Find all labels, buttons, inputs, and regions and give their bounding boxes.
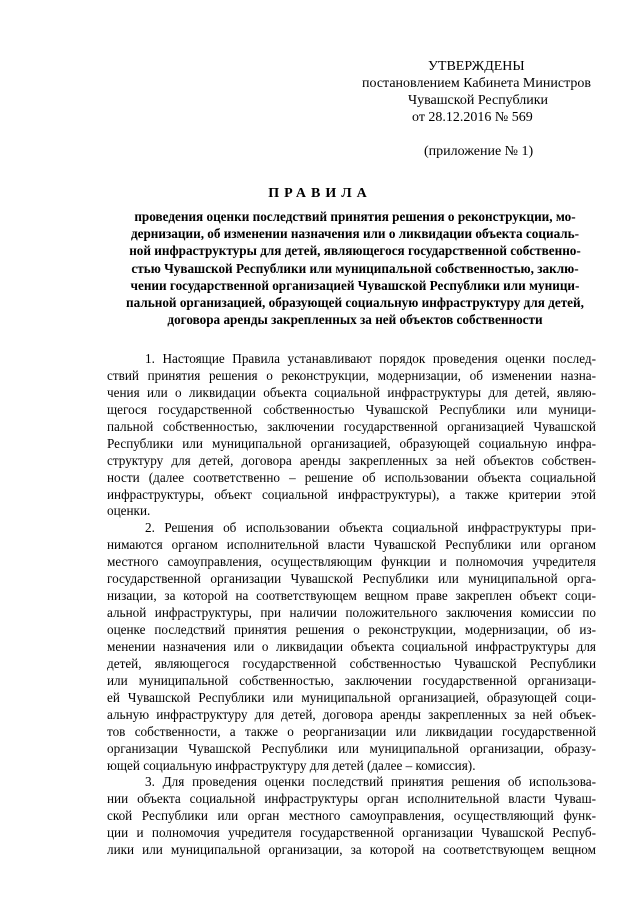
body-line: тов собственности, а также о реорганизации или ликвидации государственной [107, 723, 596, 739]
body-line: ющей социальную инфраструктуру для детей (далее – комиссия). [107, 757, 476, 773]
subtitle-line: ной инфраструктуры для детей, являющегося государственной собственно- [129, 243, 581, 259]
body-line: альной инфраструктуры, при наличии положительного заключения комиссии по [107, 605, 596, 621]
body-line: 1. Настоящие Правила устанавливают порядок проведения оценки послед- [145, 351, 596, 366]
subtitle-line: стью Чувашской Республики или муниципальной собственностью, заклю- [131, 260, 579, 276]
body-line: менении назначения или о ликвидации объекта социальной инфраструктуры для [107, 638, 596, 654]
body-line: нимаются органом исполнительной власти Чувашской Республики или органом [107, 537, 596, 553]
document-body [107, 351, 596, 859]
body-line: чения или о ликвидации объекта социальной инфраструктуры для детей, являю- [107, 384, 596, 400]
subtitle-line: договора аренды закрепленных за ней объектов собственности [167, 312, 543, 328]
body-line: лики или муниципальной организации, за которой на соответствующем вещном [107, 842, 596, 858]
subtitle-line: пальной организацией, образующей социальную инфраструктуру для детей, [126, 295, 584, 311]
body-line: пальной собственностью, заключении государственной организацией Чувашской [107, 418, 596, 434]
body-line: ей Чувашской Республики или муниципальной организацией, образующей соци- [107, 689, 596, 705]
body-line: или муниципальной собственностью, заключении государственной организаци- [107, 672, 596, 688]
body-line: структуру для детей, договора аренды закрепленных за ней объектов собствен- [107, 452, 596, 468]
body-line: оценке последствий принятия решения о реконструкции, модернизации, об из- [107, 622, 596, 637]
body-line: инфраструктуры, объект социальной инфраструктуры), а также критерии этой [107, 486, 596, 502]
approval-issuer: постановлением Кабинета Министров [362, 76, 591, 91]
body-line: ской Республики или орган местного самоуправления, осуществляющий функ- [107, 808, 596, 824]
body-line: ствий принятия решения о реконструкции, модернизации, об изменении назна- [107, 367, 596, 383]
body-line: 2. Решения об использовании объекта социальной инфраструктуры при- [145, 520, 596, 536]
subtitle-line: дернизации, об изменении назначения или о ликвидации объекта социаль- [130, 226, 580, 242]
body-line: детей, являющегося государственной собственностью Чувашской Республики [107, 655, 596, 671]
body-line: 3. Для проведения оценки последствий принятия решения об использова- [145, 774, 596, 790]
body-line: ности (далее соответственно – решение об использовании объекта социальной [107, 469, 596, 485]
body-line: государственной организации Чувашской Республики или муниципальной орга- [107, 571, 596, 587]
document-title: ПРАВИЛА [268, 186, 372, 201]
approval-date-number: от 28.12.2016 № 569 [412, 110, 533, 125]
body-line: низации, за которой на соответствующем вещном праве закреплен объект соци- [107, 588, 596, 604]
body-line: Республики или муниципальной организацией, образующей социальную инфра- [107, 435, 596, 451]
body-line: местного самоуправления, осуществляющим функции и полномочия учредителя [107, 554, 596, 570]
approval-heading: УТВЕРЖДЕНЫ [428, 59, 525, 74]
body-line: оценки. [107, 503, 151, 519]
body-line: щегося государственной собственностью Чувашской Республики или муници- [107, 401, 596, 417]
approval-stamp [362, 58, 612, 160]
document-subtitle [107, 208, 603, 328]
body-line: нии объекта социальной инфраструктуры орган исполнительной власти Чуваш- [107, 791, 596, 807]
body-line: альную инфраструктуру для детей, договора аренды закрепленных за ней объек- [107, 706, 596, 722]
subtitle-line: чении государственной организацией Чувашской Республики или муници- [130, 277, 580, 293]
subtitle-line: проведения оценки последствий принятия решения о реконструкции, мо- [134, 209, 576, 224]
body-line: ции и полномочия учредителя государственной организации Чувашской Респуб- [107, 825, 596, 841]
body-line: организации Чувашской Республики или муниципальной организации, образу- [107, 740, 596, 756]
approval-appendix: (приложение № 1) [424, 144, 534, 159]
approval-region: Чувашской Республики [408, 93, 549, 108]
